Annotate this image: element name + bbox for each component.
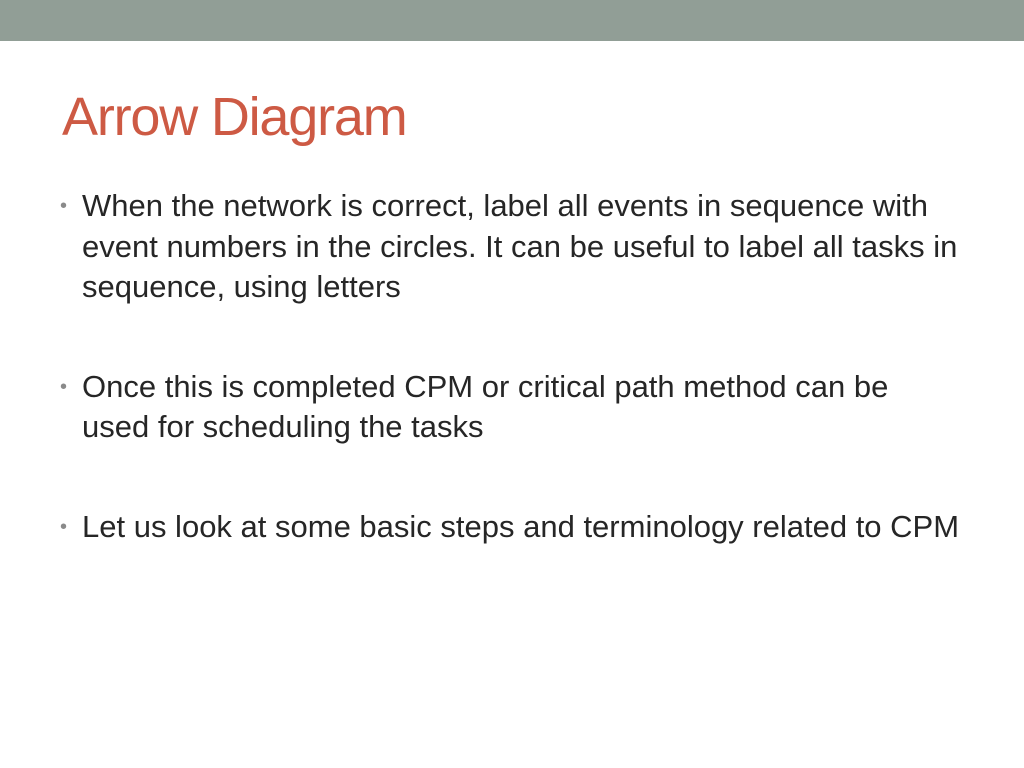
bullet-text-3: Let us look at some basic steps and terminology related to CPM [82, 508, 960, 544]
bullet-text-2: Once this is completed CPM or critical path method can be used for scheduling the tasks [82, 368, 889, 444]
bullet-list [60, 186, 960, 606]
bullet-marker-icon: • [60, 195, 68, 217]
bullet-marker-icon: • [60, 375, 68, 398]
bullet-item-2 [60, 367, 960, 448]
bullet-item-3 [60, 507, 960, 548]
bullet-marker-icon: • [60, 515, 68, 538]
top-accent-band [0, 0, 1024, 41]
slide-title: Arrow Diagram [62, 87, 407, 147]
bullet-text-1: When the network is correct, label all events in sequence with event numbers in the circles. It can be useful to label all tasks in sequence, using letters [82, 188, 958, 304]
bullet-item-1 [60, 186, 960, 308]
